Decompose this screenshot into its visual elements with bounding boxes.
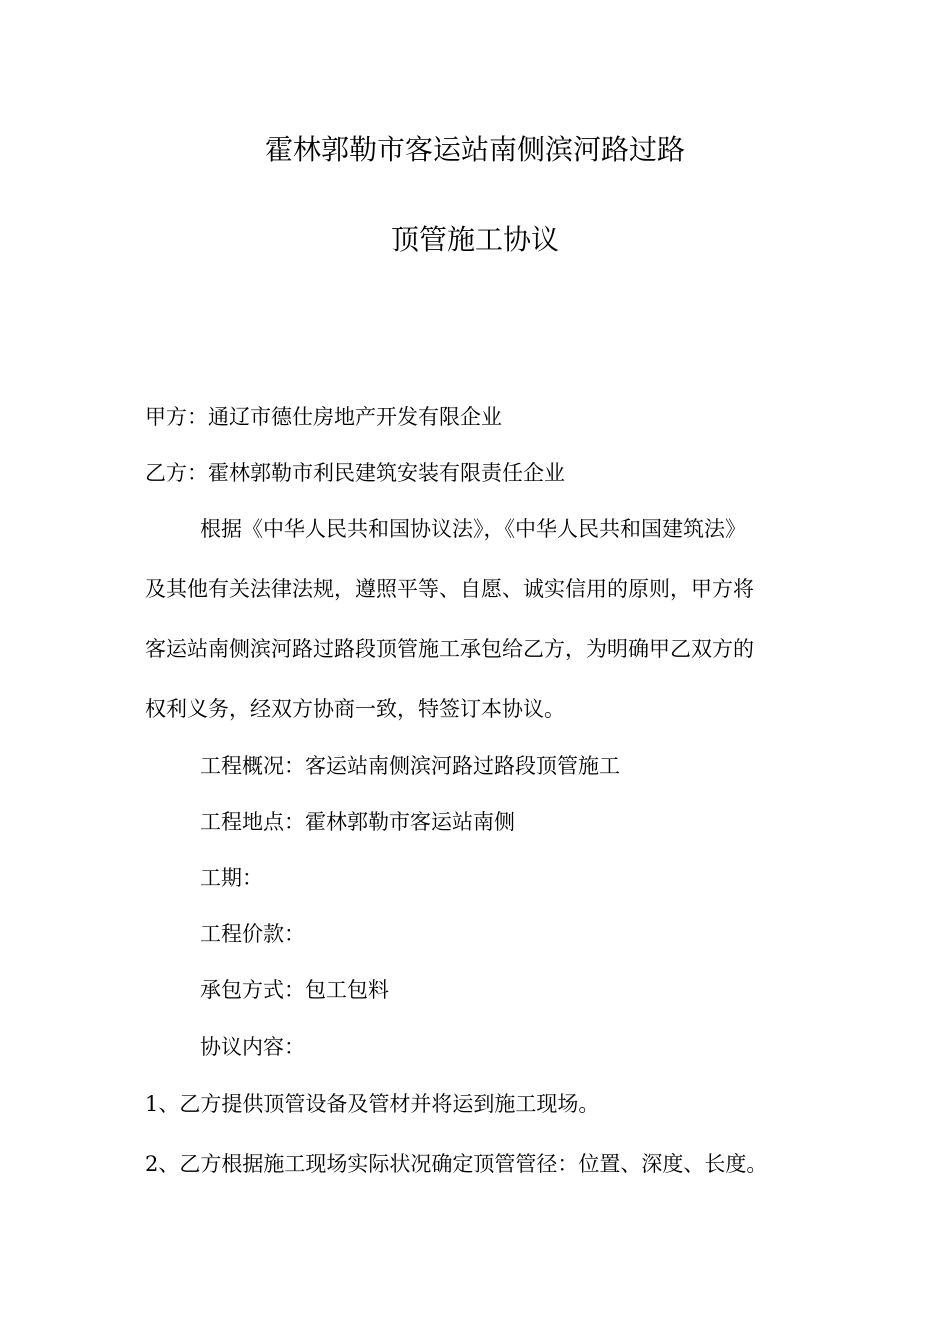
intro-paragraph-line-4: 权利义务，经双方协商一致，特签订本协议。 bbox=[145, 697, 565, 721]
intro-paragraph-line-2: 及其他有关法律法规，遵照平等、自愿、诚实信用的原则，甲方将 bbox=[145, 577, 754, 601]
document-title-line-2: 顶管施工协议 bbox=[390, 223, 559, 256]
document-title-line-1: 霍林郭勒市客运站南侧滨河路过路 bbox=[264, 133, 685, 166]
party-a: 甲方：通辽市德仕房地产开发有限企业 bbox=[145, 405, 502, 429]
intro-paragraph-line-1: 根据《中华人民共和国协议法》，《中华人民共和国建筑法》 bbox=[200, 517, 746, 541]
project-location: 工程地点：霍林郭勒市客运站南侧 bbox=[200, 810, 515, 834]
contract-method: 承包方式：包工包料 bbox=[200, 978, 389, 1002]
project-period: 工期： bbox=[200, 866, 263, 890]
intro-paragraph-line-3: 客运站南侧滨河路过路段顶管施工承包给乙方，为明确甲乙双方的 bbox=[145, 637, 754, 661]
clause-1: 1、乙方提供顶管设备及管材并将运到施工现场。 bbox=[145, 1092, 600, 1116]
party-b: 乙方：霍林郭勒市利民建筑安装有限责任企业 bbox=[145, 461, 565, 485]
project-overview: 工程概况：客运站南侧滨河路过路段顶管施工 bbox=[200, 754, 620, 778]
clause-2: 2、乙方根据施工现场实际状况确定顶管管径：位置、深度、长度。 bbox=[145, 1152, 768, 1176]
agreement-content-heading: 协议内容： bbox=[200, 1035, 305, 1059]
project-price: 工程价款： bbox=[200, 922, 305, 946]
